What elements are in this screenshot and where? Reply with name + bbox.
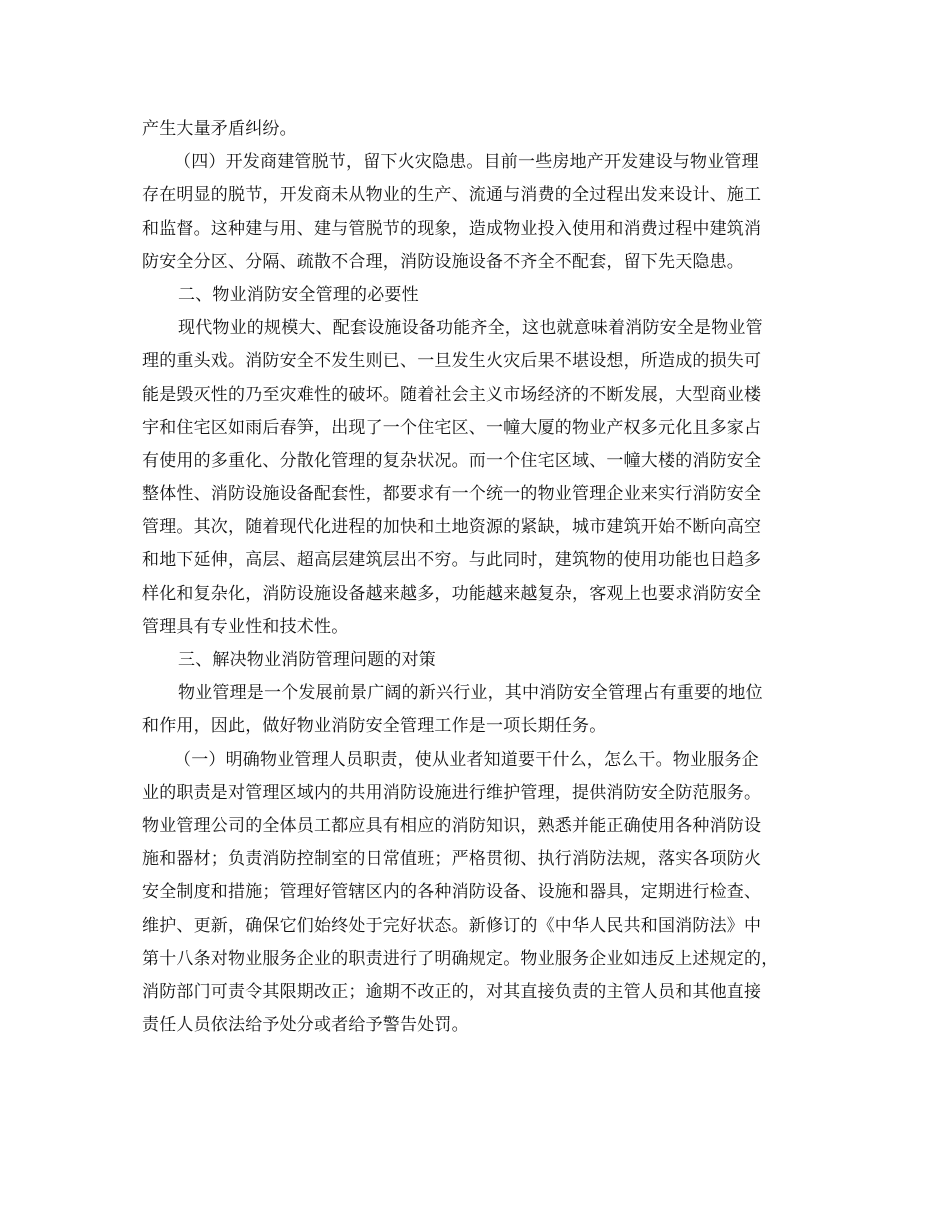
text-line: 现代物业的规模大、配套设施设备功能齐全，这也就意味着消防安全是物业管 bbox=[178, 318, 763, 339]
text-line: 样化和复杂化，消防设施设备越来越多，功能越来越复杂，客观上也要求消防安全 bbox=[142, 583, 762, 604]
text-line: （四）开发商建管脱节，留下火灾隐患。目前一些房地产开发建设与物业管理 bbox=[174, 152, 759, 173]
text-line: 能是毁灭性的乃至灾难性的破坏。随着社会主义市场经济的不断发展，大型商业楼 bbox=[142, 384, 762, 405]
text-line: 业的职责是对管理区域内的共用消防设施进行维护管理，提供消防安全防范服务。 bbox=[142, 782, 762, 803]
text-line: 防安全分区、分隔、疏散不合理，消防设施设备不齐全不配套，留下先天隐患。 bbox=[142, 251, 744, 272]
text-line: 物业管理是一个发展前景广阔的新兴行业，其中消防安全管理占有重要的地位 bbox=[178, 683, 763, 704]
text-line: 三、解决物业消防管理问题的对策 bbox=[178, 650, 436, 670]
text-line: 整体性、消防设施设备配套性，都要求有一个统一的物业管理企业来实行消防安全 bbox=[142, 484, 762, 505]
text-line: 安全制度和措施；管理好管辖区内的各种消防设备、设施和器具，定期进行检查、 bbox=[142, 882, 762, 903]
text-line: 有使用的多重化、分散化管理的复杂状况。而一个住宅区域、一幢大楼的消防安全 bbox=[142, 450, 762, 471]
text-line: 理的重头戏。消防安全不发生则已、一旦发生火灾后果不堪设想，所造成的损失可 bbox=[142, 351, 762, 372]
text-line: 和监督。这种建与用、建与管脱节的现象，造成物业投入使用和消费过程中建筑消 bbox=[142, 218, 762, 239]
text-line: 消防部门可责令其限期改正；逾期不改正的，对其直接负责的主管人员和其他直接 bbox=[142, 981, 762, 1002]
text-line: 和地下延伸，高层、超高层建筑层出不穷。与此同时，建筑物的使用功能也日趋多 bbox=[142, 550, 762, 571]
text-line: 物业管理公司的全体员工都应具有相应的消防知识，熟悉并能正确使用各种消防设 bbox=[142, 815, 762, 836]
text-line: （一）明确物业管理人员职责，使从业者知道要干什么，怎么干。物业服务企 bbox=[174, 749, 759, 770]
text-line: 宇和住宅区如雨后春笋，出现了一个住宅区、一幢大厦的物业产权多元化且多家占 bbox=[142, 417, 762, 438]
text-line: 责任人员依法给予处分或者给予警告处罚。 bbox=[142, 1015, 469, 1036]
text-line: 产生大量矛盾纠纷。 bbox=[142, 119, 297, 139]
text-line: 施和器材；负责消防控制室的日常值班；严格贯彻、执行消防法规，落实各项防火 bbox=[142, 849, 762, 870]
text-line: 存在明显的脱节，开发商未从物业的生产、流通与消费的全过程出发来设计、施工 bbox=[142, 185, 762, 206]
text-line: 二、物业消防安全管理的必要性 bbox=[178, 284, 419, 305]
document-body bbox=[142, 113, 817, 1042]
text-line: 维护、更新，确保它们始终处于完好状态。新修订的《中华人民共和国消防法》中 bbox=[142, 915, 762, 936]
text-line: 管理。其次，随着现代化进程的加快和土地资源的紧缺，城市建筑开始不断向高空 bbox=[142, 517, 762, 538]
text-line: 管理具有专业性和技术性。 bbox=[142, 616, 349, 637]
text-line: 和作用，因此，做好物业消防安全管理工作是一项长期任务。 bbox=[142, 716, 607, 737]
text-line: 第十八条对物业服务企业的职责进行了明确规定。物业服务企业如违反上述规定的， bbox=[142, 948, 779, 969]
